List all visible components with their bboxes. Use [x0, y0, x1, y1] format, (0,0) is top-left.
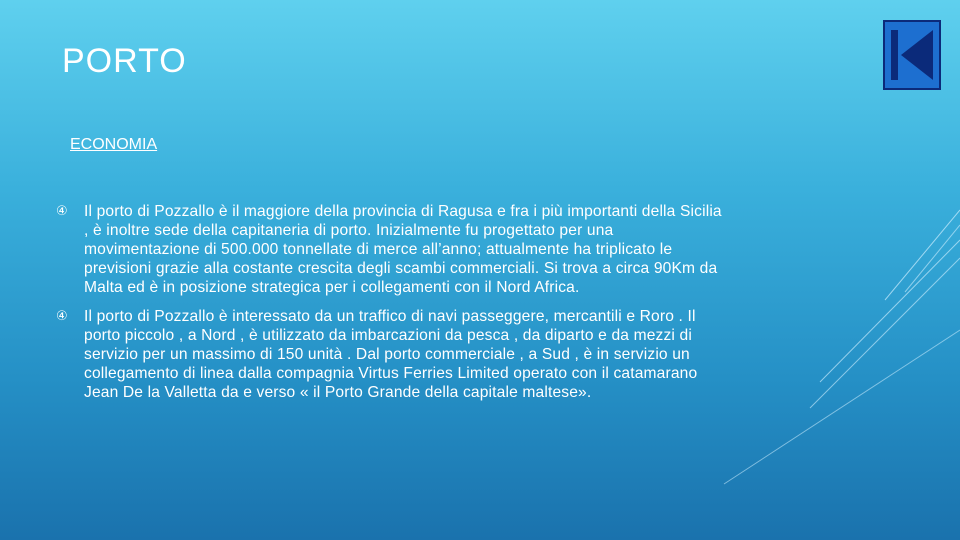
bullet-list — [56, 202, 722, 412]
first-slide-icon — [885, 22, 939, 88]
circled-4-bullet-icon: ④ — [56, 309, 68, 324]
bullet-text: Il porto di Pozzallo è il maggiore della provincia di Ragusa e fra i più importanti della Sicilia , è inoltre sede della capitaneria di porto. Inizialmente fu progettato per una movimentazione di 500.000 tonnellate di merce all’anno; attualmente ha triplicato le previsioni grazie alla costante crescita degli scambi commerciali. Si trova a circa 90Km da Malta ed è in posizione strategica per i collegamenti con il Nord Africa. — [84, 203, 722, 296]
bullet-text: Il porto di Pozzallo è interessato da un traffico di navi passeggere, mercantili e Roro . Il porto piccolo , a Nord , è utilizzato da imbarcazioni da pesca , da diparto e da mezzi di servizio per un massimo di 150 unità . Dal porto commerciale , a Sud , è in servizio un collegamento di linea dalla compagnia Virtus Ferries Limited operato con il catamarano Jean De la Valletta da e verso « il Porto Grande della capitale maltese». — [84, 308, 698, 401]
slide-subtitle: ECONOMIA — [70, 136, 158, 153]
circled-4-bullet-icon: ④ — [56, 204, 68, 219]
slide-title: PORTO — [62, 42, 187, 80]
back-to-first-slide-button[interactable] — [883, 20, 941, 90]
bullet-item — [56, 307, 722, 402]
bullet-item — [56, 202, 722, 297]
